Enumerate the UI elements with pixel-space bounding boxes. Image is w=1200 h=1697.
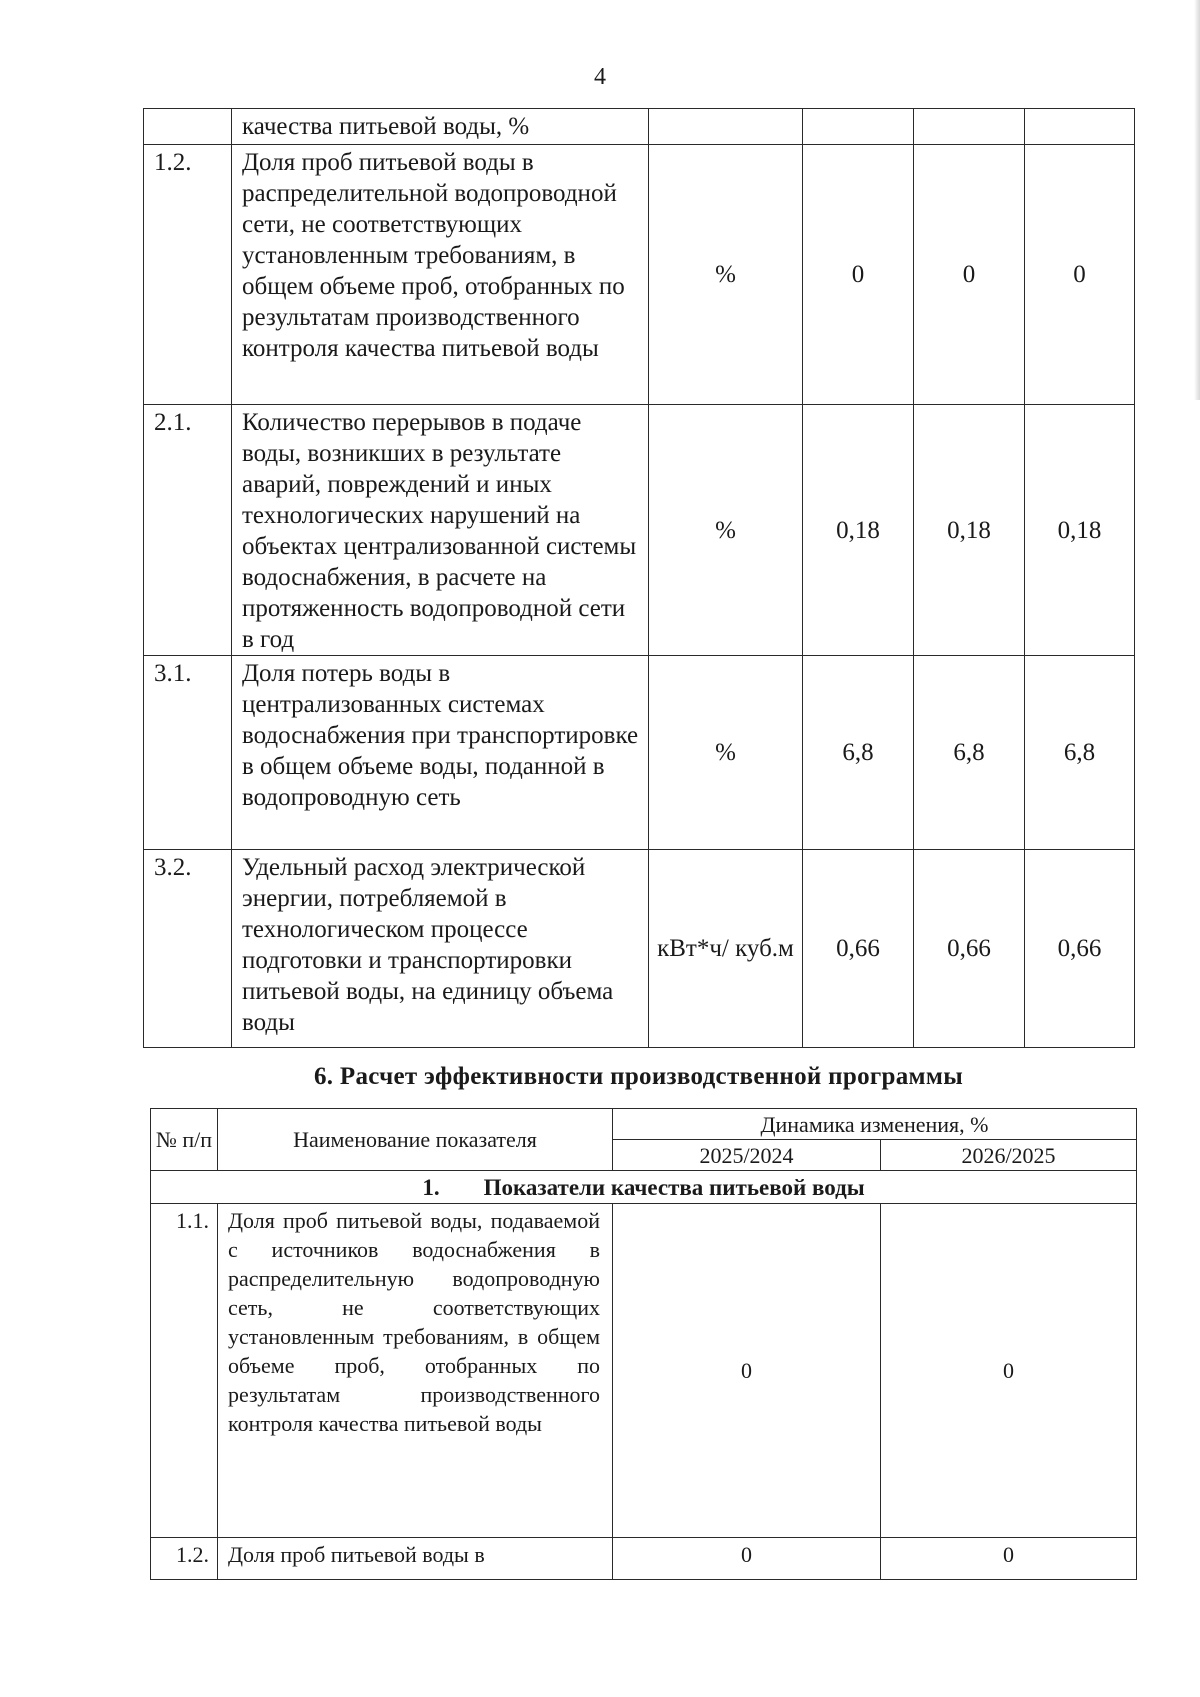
- unit-cell: %: [649, 405, 803, 656]
- row-number: 3.2.: [144, 850, 232, 1048]
- table-row: [144, 850, 1135, 1048]
- value-cell: 0: [914, 145, 1025, 405]
- header-dynamics: Динамика изменения, %: [613, 1109, 1137, 1140]
- table-row: [144, 109, 1135, 145]
- table-row: [144, 656, 1135, 850]
- unit-cell: %: [649, 145, 803, 405]
- row-number: 3.1.: [144, 656, 232, 850]
- value-cell: [914, 109, 1025, 145]
- value-cell: 6,8: [803, 656, 914, 850]
- row-number: 1.2.: [151, 1538, 218, 1580]
- value-cell: 6,8: [914, 656, 1025, 850]
- value-cell: 0,18: [803, 405, 914, 656]
- header-year-1: 2025/2024: [613, 1140, 881, 1171]
- row-number: 1.1.: [151, 1204, 218, 1538]
- value-cell: 0,66: [803, 850, 914, 1048]
- value-cell: [1025, 109, 1135, 145]
- value-cell: 6,8: [1025, 656, 1135, 850]
- unit-cell: [649, 109, 803, 145]
- indicator-name: Удельный расход электрической энергии, потребляемой в технологическом процессе подготовки и транспортировки питьевой воды, на единицу объема воды: [232, 850, 649, 1048]
- section-heading: [151, 1171, 1137, 1204]
- value-cell: 0: [881, 1204, 1137, 1538]
- indicator-name: Доля потерь воды в централизованных системах водоснабжения при транспортировке в общем объеме воды, поданной в водопроводную сеть: [232, 656, 649, 850]
- indicator-name: Количество перерывов в подаче воды, возникших в результате аварий, повреждений и иных технологических нарушений на объектах централизованной системы водоснабжения, в расчете на протяженность водопроводной сети в год: [232, 405, 649, 656]
- table-row: [144, 405, 1135, 656]
- value-cell: 0,18: [914, 405, 1025, 656]
- value-cell: 0,18: [1025, 405, 1135, 656]
- table-row: [151, 1538, 1137, 1580]
- indicators-table-continued: [143, 108, 1135, 1048]
- value-cell: [803, 109, 914, 145]
- value-cell: 0: [613, 1538, 881, 1580]
- section-heading-text: Показатели качества питьевой воды: [483, 1174, 865, 1200]
- header-year-2: 2026/2025: [881, 1140, 1137, 1171]
- page-number: 4: [594, 64, 606, 90]
- table-row: [151, 1204, 1137, 1538]
- indicator-name: качества питьевой воды, %: [232, 109, 649, 145]
- indicator-name: Доля проб питьевой воды, подаваемой с источников водоснабжения в распределительную водопроводную сеть, не соответствующих установленным требованиям, в общем объеме проб, отобранных по результатам производственного контроля качества питьевой воды: [218, 1204, 613, 1538]
- value-cell: 0,66: [1025, 850, 1135, 1048]
- value-cell: 0: [1025, 145, 1135, 405]
- row-number: 2.1.: [144, 405, 232, 656]
- row-number: [144, 109, 232, 145]
- header-indicator-name: Наименование показателя: [218, 1109, 613, 1171]
- section-row: [151, 1171, 1137, 1204]
- efficiency-table: [150, 1108, 1137, 1580]
- indicator-name: Доля проб питьевой воды в распределительной водопроводной сети, не соответствующих установленным требованиям, в общем объеме проб, отобранных по результатам производственного контроля качества питьевой воды: [232, 145, 649, 405]
- value-cell: 0: [803, 145, 914, 405]
- section-title: 6. Расчет эффективности производственной программы: [313, 1063, 964, 1090]
- table-row: [144, 145, 1135, 405]
- unit-cell: кВт*ч/ куб.м: [649, 850, 803, 1048]
- section-number: 1.: [422, 1174, 440, 1200]
- scan-edge: [1194, 0, 1200, 400]
- value-cell: 0: [613, 1204, 881, 1538]
- table-header-row: [151, 1109, 1137, 1140]
- row-number: 1.2.: [144, 145, 232, 405]
- value-cell: 0: [881, 1538, 1137, 1580]
- indicator-name: Доля проб питьевой воды в: [218, 1538, 613, 1580]
- unit-cell: %: [649, 656, 803, 850]
- value-cell: 0,66: [914, 850, 1025, 1048]
- header-number: № п/п: [151, 1109, 218, 1171]
